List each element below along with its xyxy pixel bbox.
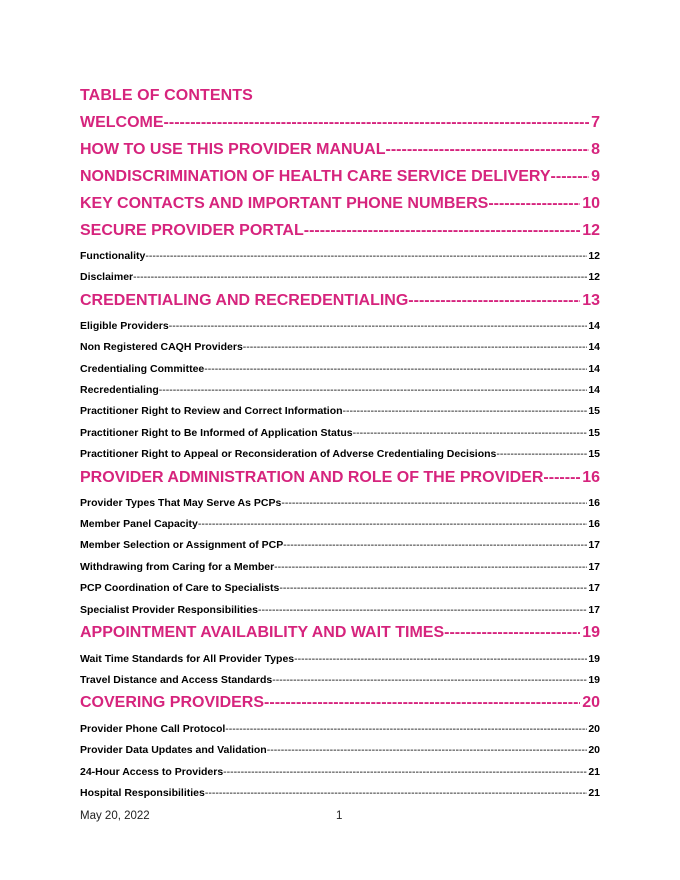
toc-entry-label: Member Selection or Assignment of PCP (80, 539, 284, 551)
toc-entry-label: APPOINTMENT AVAILABILITY AND WAIT TIMES (80, 624, 445, 641)
toc-entry-functionality[interactable] (80, 249, 600, 263)
toc-entry-page: 15 (588, 405, 600, 417)
toc-entry-page: 17 (588, 561, 600, 573)
dot-leader (205, 786, 587, 800)
toc-entry-welcome[interactable] (80, 112, 600, 134)
toc-entry-label: SECURE PROVIDER PORTAL (80, 222, 304, 239)
dot-leader (294, 652, 587, 666)
toc-entry-label: Eligible Providers (80, 320, 169, 332)
dot-leader (243, 340, 588, 354)
toc-entry-label: Disclaimer (80, 271, 134, 283)
dot-leader (304, 220, 580, 242)
toc-entry-provider-administration[interactable] (80, 467, 600, 489)
toc-entry-page: 20 (588, 723, 600, 735)
dot-leader (272, 673, 587, 687)
footer-page-number: 1 (336, 810, 343, 822)
toc-entry-recredentialing[interactable] (80, 383, 600, 397)
dot-leader (169, 319, 588, 333)
toc-entry-label: Credentialing Committee (80, 363, 205, 375)
toc-entry-phone-call-protocol[interactable] (80, 722, 600, 736)
dot-leader (145, 249, 587, 263)
toc-entry-label: PROVIDER ADMINISTRATION AND ROLE OF THE PROVIDER (80, 469, 544, 486)
toc-entry-pcp-coordination[interactable] (80, 581, 600, 595)
toc-entry-right-to-be-informed[interactable] (80, 426, 600, 440)
dot-leader (225, 722, 587, 736)
dot-leader (198, 517, 587, 531)
toc-entry-page: 19 (588, 653, 600, 665)
toc-entry-page: 8 (591, 141, 600, 158)
toc-entry-right-to-review[interactable] (80, 404, 600, 418)
toc-entry-page: 21 (588, 766, 600, 778)
toc-entry-credentialing-committee[interactable] (80, 362, 600, 376)
toc-entry-page: 16 (582, 469, 600, 486)
dot-leader (223, 765, 587, 779)
toc-entry-label: Provider Phone Call Protocol (80, 723, 226, 735)
toc-title: TABLE OF CONTENTS (80, 87, 253, 104)
toc-entry-provider-types-pcps[interactable] (80, 496, 600, 510)
toc-entry-label: NONDISCRIMINATION OF HEALTH CARE SERVICE DELIVERY (80, 168, 551, 185)
toc-entry-appointment-availability[interactable] (80, 622, 600, 644)
dot-leader (133, 270, 587, 284)
toc-entry-label: CREDENTIALING AND RECREDENTIALING (80, 292, 409, 309)
toc-entry-label: Practitioner Right to Appeal or Reconsideration of Adverse Credentialing Decisions (80, 448, 497, 460)
toc-entry-key-contacts[interactable] (80, 193, 600, 215)
toc-entry-member-selection-pcp[interactable] (80, 538, 600, 552)
toc-entry-page: 20 (582, 694, 600, 711)
toc-entry-specialist-responsibilities[interactable] (80, 603, 600, 617)
toc-entry-page: 10 (582, 195, 600, 212)
toc-entry-eligible-providers[interactable] (80, 319, 600, 333)
toc-entry-secure-portal[interactable] (80, 220, 600, 242)
toc-entry-label: WELCOME (80, 114, 164, 131)
toc-entry-non-registered-caqh[interactable] (80, 340, 600, 354)
toc-entry-label: Provider Types That May Serve As PCPs (80, 497, 282, 509)
toc-entry-hospital-responsibilities[interactable] (80, 786, 600, 800)
toc-entry-page: 16 (588, 497, 600, 509)
toc-entry-label: 24-Hour Access to Providers (80, 766, 224, 778)
toc-entry-page: 21 (588, 787, 600, 799)
toc-entry-data-updates[interactable] (80, 743, 600, 757)
dot-leader (164, 112, 590, 134)
toc-entry-page: 12 (588, 250, 600, 262)
toc-entry-label: Practitioner Right to Be Informed of Application Status (80, 427, 353, 439)
toc-entry-label: Non Registered CAQH Providers (80, 341, 243, 353)
dot-leader (551, 166, 590, 188)
dot-leader (204, 362, 587, 376)
toc-entry-label: KEY CONTACTS AND IMPORTANT PHONE NUMBERS (80, 195, 489, 212)
toc-entry-page: 12 (588, 271, 600, 283)
dot-leader (264, 692, 580, 714)
toc-entry-member-panel-capacity[interactable] (80, 517, 600, 531)
dot-leader (159, 383, 588, 397)
toc-entry-label: PCP Coordination of Care to Specialists (80, 582, 280, 594)
dot-leader (274, 560, 587, 574)
toc-entry-label: HOW TO USE THIS PROVIDER MANUAL (80, 141, 386, 158)
toc-entry-page: 16 (588, 518, 600, 530)
toc-entry-disclaimer[interactable] (80, 270, 600, 284)
dot-leader (543, 467, 580, 489)
toc-entry-label: Withdrawing from Caring for a Member (80, 561, 275, 573)
toc-entry-page: 17 (588, 539, 600, 551)
dot-leader (279, 581, 587, 595)
toc-entry-credentialing[interactable] (80, 290, 600, 312)
toc-entry-label: Practitioner Right to Review and Correct Information (80, 405, 343, 417)
toc-entry-label: Hospital Responsibilities (80, 787, 205, 799)
dot-leader (386, 139, 590, 161)
toc-entry-label: Provider Data Updates and Validation (80, 744, 267, 756)
toc-entry-page: 14 (588, 320, 600, 332)
toc-entry-label: Recredentialing (80, 384, 159, 396)
toc-entry-page: 14 (588, 384, 600, 396)
toc-entry-label: Wait Time Standards for All Provider Types (80, 653, 295, 665)
dot-leader (281, 496, 587, 510)
toc-entry-page: 20 (588, 744, 600, 756)
dot-leader (353, 426, 588, 440)
toc-entry-nondiscrimination[interactable] (80, 166, 600, 188)
dot-leader (283, 538, 587, 552)
dot-leader (408, 290, 580, 312)
toc-entry-page: 9 (591, 168, 600, 185)
toc-entry-page: 14 (588, 363, 600, 375)
toc-entry-how-to-use[interactable] (80, 139, 600, 161)
toc-entry-page: 15 (588, 427, 600, 439)
dot-leader (444, 622, 580, 644)
toc-entry-page: 13 (582, 292, 600, 309)
toc-entry-label: Member Panel Capacity (80, 518, 198, 530)
toc-entry-page: 15 (588, 448, 600, 460)
toc-entry-label: COVERING PROVIDERS (80, 694, 265, 711)
toc-entry-withdrawing-from-caring[interactable] (80, 560, 600, 574)
toc-entry-travel-distance[interactable] (80, 673, 600, 687)
toc-entry-page: 19 (582, 624, 600, 641)
toc-entry-page: 14 (588, 341, 600, 353)
toc-entry-covering-providers[interactable] (80, 692, 600, 714)
toc-entry-label: Travel Distance and Access Standards (80, 674, 273, 686)
dot-leader (258, 603, 587, 617)
footer-date: May 20, 2022 (80, 810, 150, 822)
toc-entry-page: 17 (588, 582, 600, 594)
toc-entry-right-to-appeal[interactable] (80, 447, 600, 461)
dot-leader (496, 447, 587, 461)
toc-entry-page: 19 (588, 674, 600, 686)
toc-entry-24-hour-access[interactable] (80, 765, 600, 779)
toc-entry-page: 7 (591, 114, 600, 131)
toc-entry-wait-time-standards[interactable] (80, 652, 600, 666)
toc-entry-page: 17 (588, 604, 600, 616)
toc-entry-label: Functionality (80, 250, 146, 262)
dot-leader (488, 193, 580, 215)
dot-leader (267, 743, 588, 757)
dot-leader (343, 404, 588, 418)
toc-entry-page: 12 (582, 222, 600, 239)
toc-entry-label: Specialist Provider Responsibilities (80, 604, 258, 616)
